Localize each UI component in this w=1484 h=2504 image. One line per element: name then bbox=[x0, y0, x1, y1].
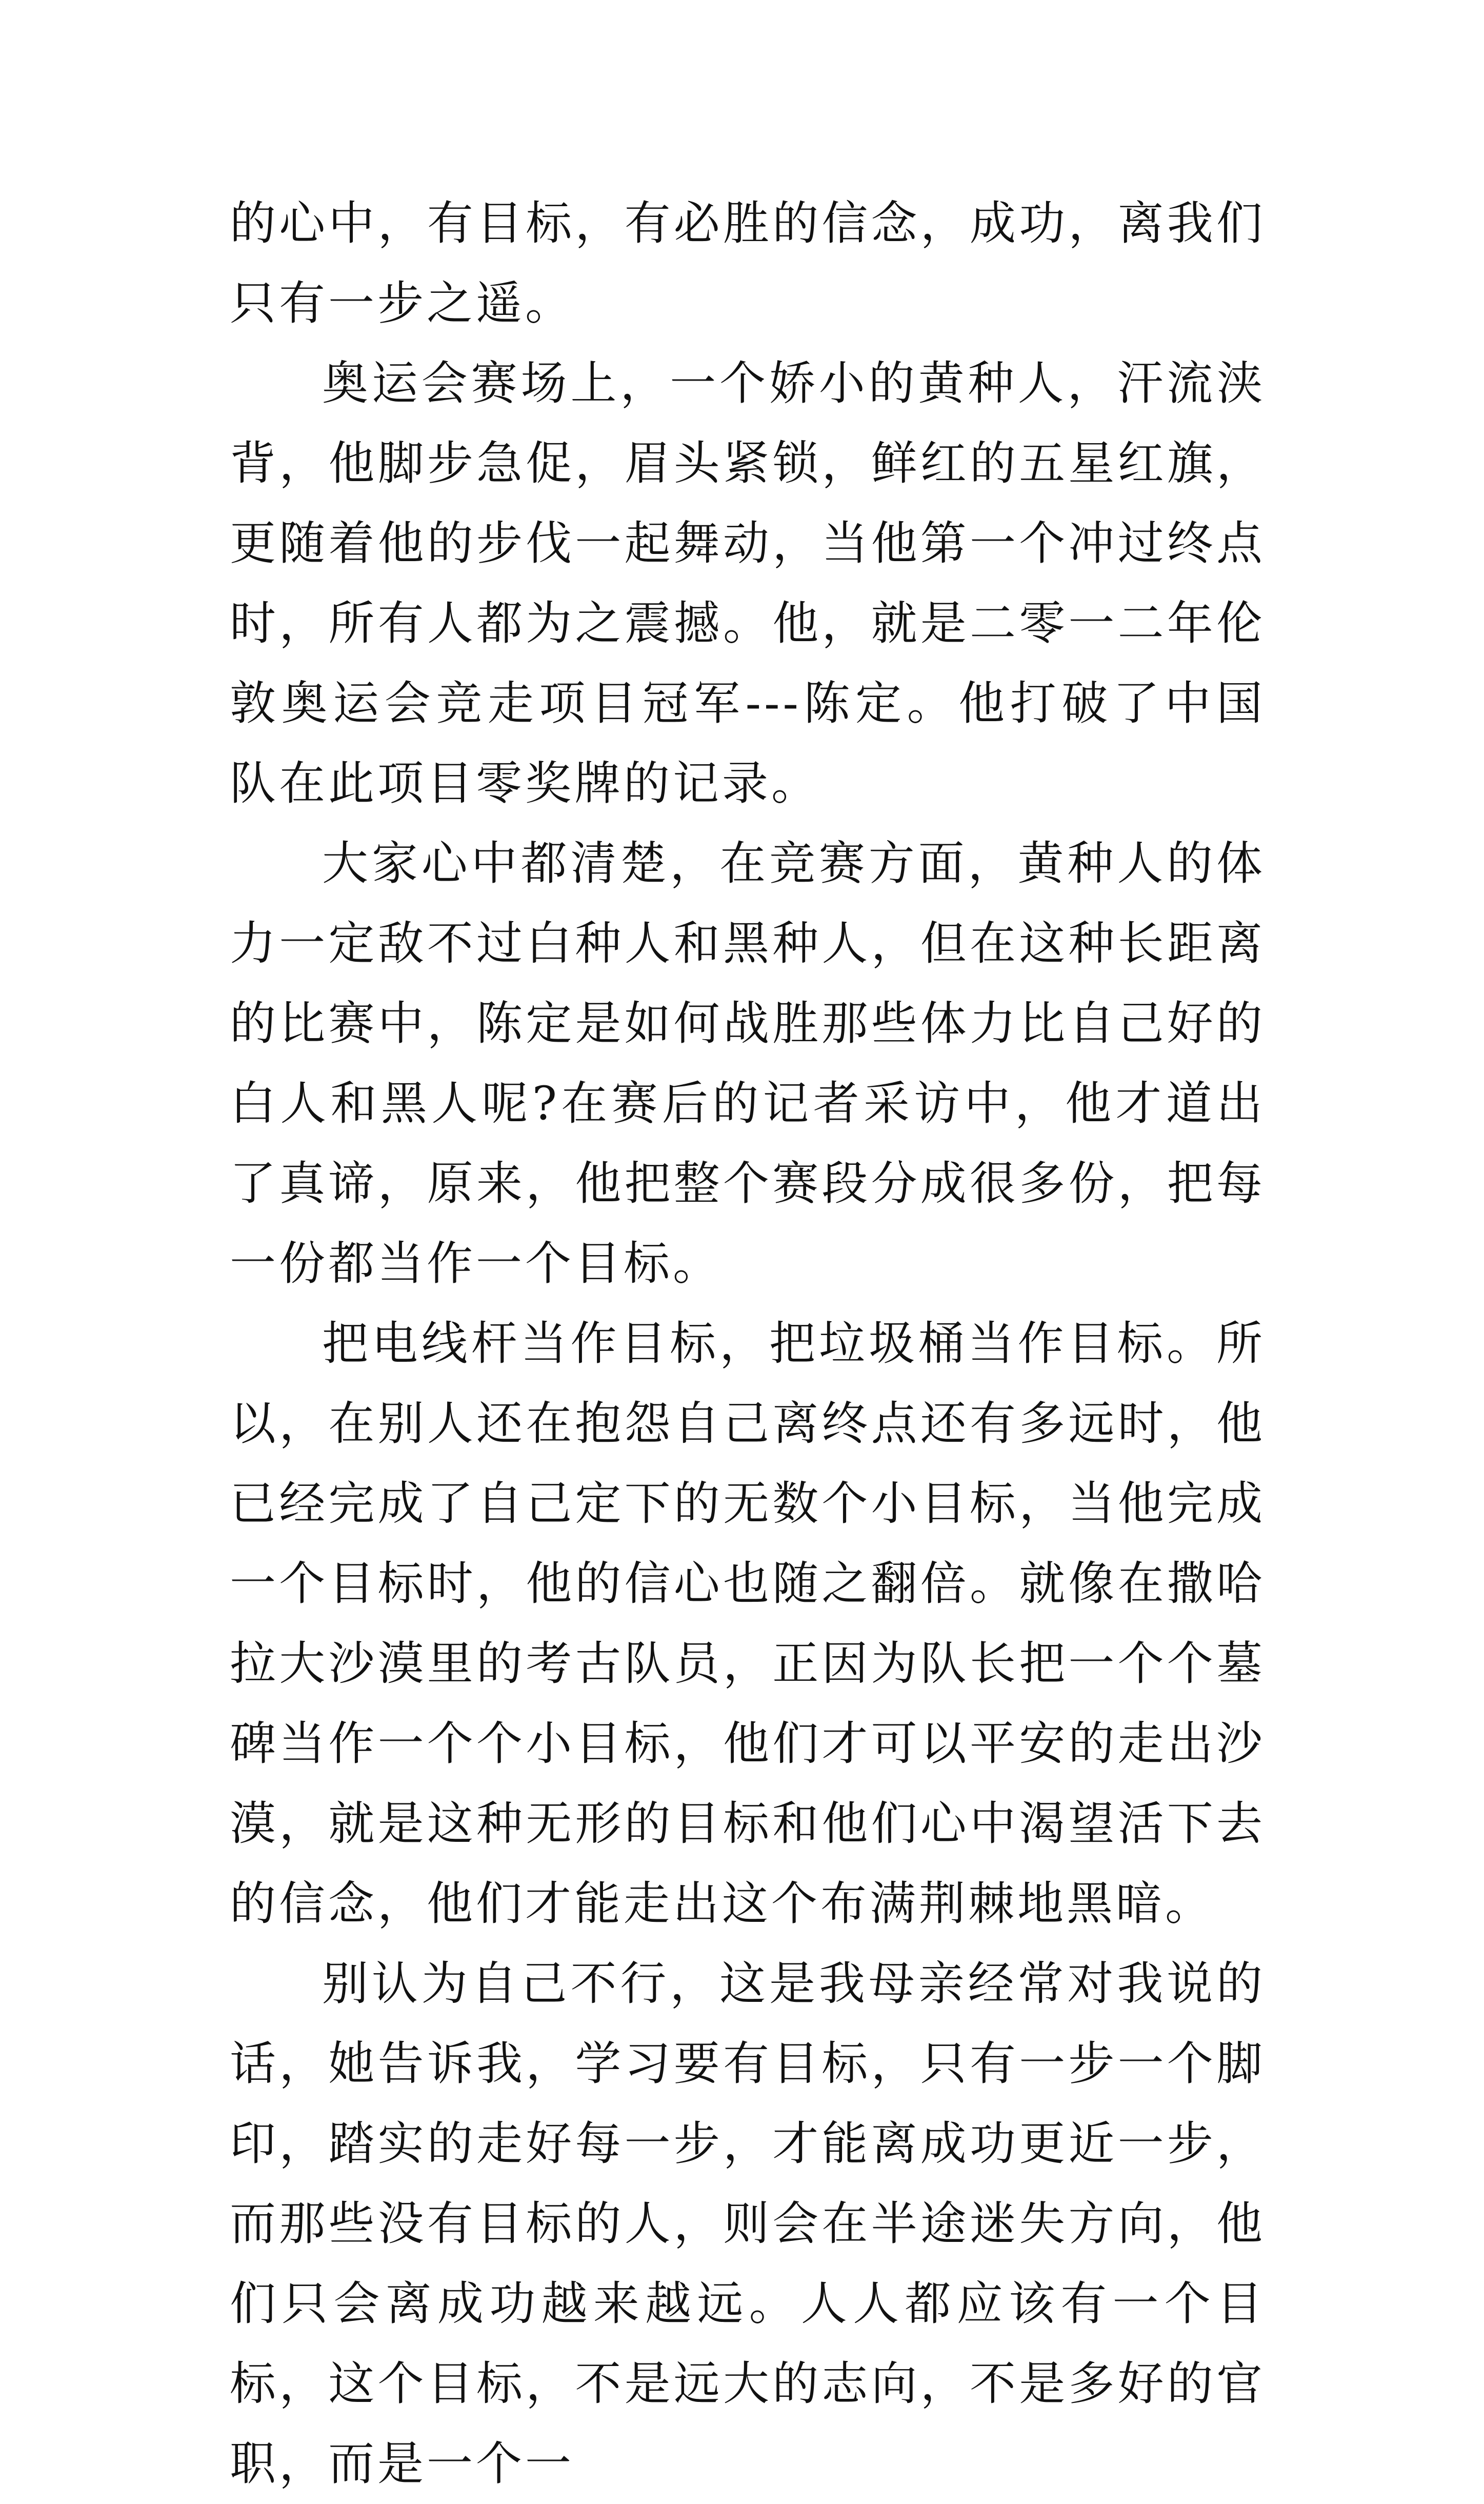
paragraph-5: 别认为自己不行，这是我母亲经常对我说的话，她告诉我，学习要有目标，只有一步一个脚印，踏实的走好每一步，才能离成功更近一步，而那些没有目标的人，则会在半途迷失方向，他们只会离成功越来越远。人人都应该有一个目标，这个目标，不是远大的志向，不是多好的官职，而是一个一 bbox=[230, 1957, 1266, 2491]
body-text bbox=[230, 184, 1266, 2504]
paragraph-1: 的心中，有目标，有必胜的信念，成功，离我们只有一步之遥。 bbox=[230, 196, 1266, 330]
paragraph-2: 奥运会赛场上，一个娇小的黄种人，汗流浃背，他脚步急促，眉头紧锁，鲜红的五星红旗，更随着他的步伐一起舞动，当他第一个冲过终点时，所有人都为之震撼。他，就是二零一二年伦敦奥运会竞走项目冠军---陈定。他打破了中国队在此项目零奖牌的记录。 bbox=[230, 356, 1266, 810]
paragraph-4: 把电线杆当作目标，把垃圾桶当作目标。所以，在别人还在抱怨自己离终点还有多远时，他已经完成了自己定下的无数个小目标，当他完成一个目标时，他的信心也随之翻倍。就像在撒哈拉大沙漠里的考古队员，正因为队长把一个个墓碑当作一个个小目标，他们才可以平安的走出沙漠，就是这种无形的目标和他们心中渴望活下去的信念，他们才能走出这个布满荆棘地黑暗。 bbox=[230, 1317, 1266, 1931]
paragraph-3: 大家心中都清楚，在竞赛方面，黄种人的体力一定敌不过白种人和黑种人，但在这种长距离的比赛中，陈定是如何战胜那些体力比自己好的白人和黑人呢?在赛后的记者采访中，他才道出了真谛，原来，他把整个赛段分成很多份，把每一份都当作一个目标。 bbox=[230, 837, 1266, 1290]
